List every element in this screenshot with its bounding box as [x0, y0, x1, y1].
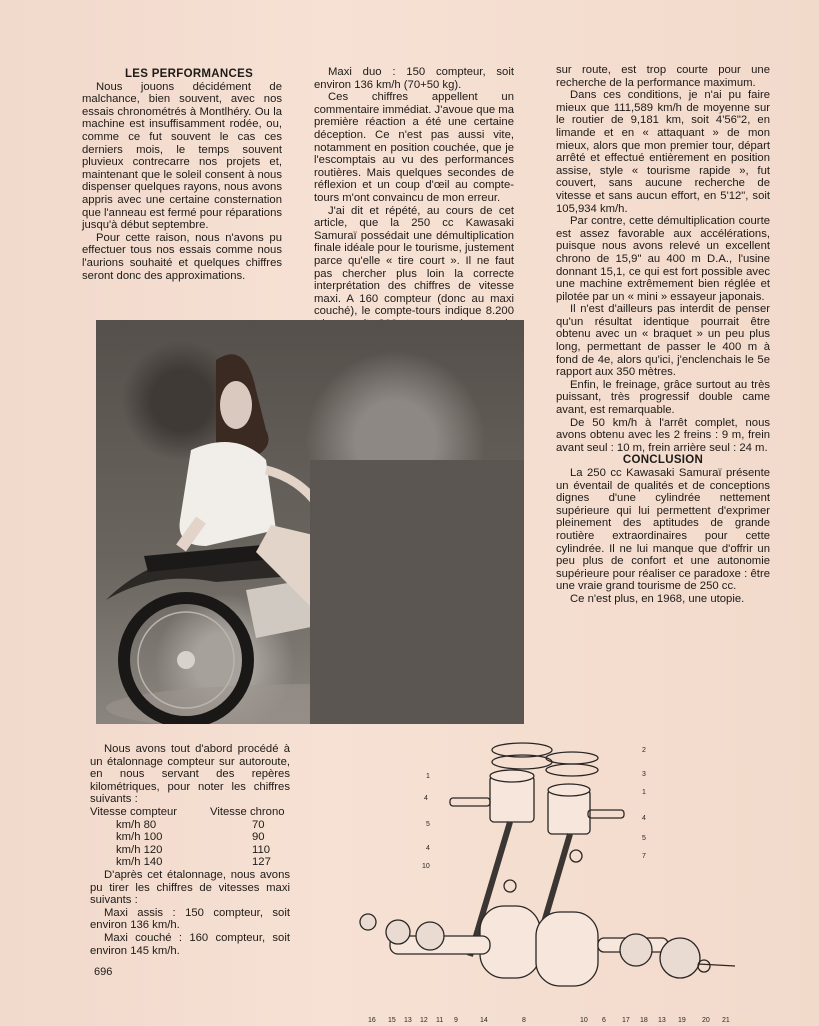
table-cell: km/h 80 [116, 818, 157, 831]
diagram-label: 12 [420, 1017, 428, 1024]
diagram-label: 1 [426, 773, 430, 780]
diagram-label: 1 [642, 789, 646, 796]
paragraph: sur route, est trop courte pour une recherche de la performance maximum. [556, 64, 770, 89]
table-cell: 127 [252, 856, 271, 869]
table-cell: km/h 100 [116, 831, 163, 844]
paragraph: Dans ces conditions, je n'ai pu faire mieux que 111,589 km/h de moyenne sur le routier de 9,181 km, soit 4'56"2, en limande et en « attaquant » de mon mieux, alors que mon premier tour, départ arrêté et effectué entièrement en position assise, style « tourisme rapide », fut couvert, sans aucune recherche de vitesse et sans aucun effort, en 5'12", soit 105,934 km/h. [556, 89, 770, 215]
table-row [90, 831, 285, 844]
crankshaft-exploded-diagram [350, 736, 770, 1026]
page-number: 696 [94, 966, 113, 978]
diagram-label: 18 [640, 1017, 648, 1024]
diagram-label: 6 [602, 1017, 606, 1024]
diagram-label: 19 [678, 1017, 686, 1024]
section-heading-conclusion: CONCLUSION [622, 454, 704, 467]
diagram-label: 11 [436, 1017, 444, 1024]
paragraph: Par contre, cette démultiplication courte est assez favorable aux accélérations, puisque nous avons relevé un excellent chrono de 15,9" au 400 m D.A., l'usine donnant 15,1, ce qui est fort possible avec une machine extrêmement bien réglée et pilotée par un « mini » essayeur japonais. [556, 215, 770, 303]
paragraph: Enfin, le freinage, grâce surtout au très puissant, très progressif double came avant, est remarquable. [556, 378, 770, 417]
table-header: Vitesse compteur [90, 805, 178, 818]
paragraph: Maxi duo : 150 compteur, soit environ 136 km/h (70+50 kg). [314, 66, 514, 91]
diagram-label: 14 [480, 1017, 488, 1024]
paragraph: Nous jouons décidément de malchance, bien souvent, avec nos essais chronométrés à Montlhéry. Ou la machine est insuffisamment rodée, ou, comme ce fut souvent le cas ces derniers mois, le temps souvent pluvieux contrecarre nos projets et, maintenant que le soleil consent à nous dispenser quelques rayons, nous avons appris avec une certaine consternation que l'anneau est fermé pour réparations jusqu'à début septembre. [82, 80, 282, 232]
diagram-label: 17 [622, 1017, 630, 1024]
column-calibration [90, 743, 290, 957]
paragraph: Maxi couché : 160 compteur, soit environ 145 km/h. [90, 931, 290, 957]
table-row [90, 856, 285, 869]
table-cell: km/h 140 [116, 856, 163, 869]
paragraph: Ces chiffres appellent un commentaire immédiat. J'avoue que ma première réaction a été une certaine déception. Ce n'est pas aussi vite, notamment en position couchée, que je l'escomptais au vu des performances routières. Mais quelques secondes de réflexion et un coup d'œil au compte-tours m'ont convaincu de mon erreur. [314, 91, 514, 204]
column-performances [82, 68, 282, 282]
table-cell: 110 [252, 843, 271, 856]
paragraph: J'ai dit et répété, au cours de cet article, que la 250 cc Kawasaki Samuraï possédait une démultiplication finale idéale pour le tourisme, justement parce qu'elle « tire court ». Il ne faut pas chercher plus loin la correcte interprétation des chiffres de vitesse maxi. A 160 compteur (donc au maxi couché), le compte-tours indique 8.200 [314, 204, 514, 318]
diagram-label: 5 [426, 821, 430, 828]
paragraph: De 50 km/h à l'arrêt complet, nous avons obtenu avec les 2 freins : 9 m, frein avant seul : 10 m, frein arrière seul : 24 m. [556, 416, 770, 454]
diagram-label: 5 [642, 835, 646, 842]
diagram-label: 8 [522, 1017, 526, 1024]
diagram-label: 9 [454, 1017, 458, 1024]
paragraph: Maxi assis : 150 compteur, soit environ 136 km/h. [90, 906, 290, 932]
table-row [90, 819, 285, 832]
table-cell: 90 [252, 831, 265, 844]
diagram-label: 20 [702, 1017, 710, 1024]
paragraph: D'après cet étalonnage, nous avons pu tirer les chiffres de vitesses maxi suivants : [90, 868, 290, 907]
table-cell: km/h 120 [116, 843, 163, 856]
paragraph: Nous avons tout d'abord procédé à un étalonnage compteur sur autoroute, en nous servant des repères kilométriques, pour noter les chiffres suivants : [90, 743, 290, 806]
diagram-label: 3 [642, 771, 646, 778]
paragraph: Il n'est d'ailleurs pas interdit de penser qu'un résultat identique pourrait être obtenu avec un « braquet » un peu plus long, permettant de passer le 400 m à fond de 4e, alors qu'ici, j'enclenchais le 5e rapport aux 350 mètres. [556, 303, 770, 379]
diagram-label: 13 [404, 1017, 412, 1024]
calibration-table [90, 806, 285, 869]
diagram-label: 10 [580, 1017, 588, 1024]
paragraph: Ce n'est plus, en 1968, une utopie. [570, 592, 745, 605]
paragraph: La 250 cc Kawasaki Samuraï présente un éventail de qualités et de conceptions dignes d'une cylindrée nettement supérieure qui lui permettent d'exprimer pleinement des aptitudes de grande routière extraordinaires pour cette cylindrée. Il ne lui manque que d'offrir un peu plus de confort et une autonomie supérieure pour réaliser ce paradoxe : être une vraie grand tourisme de 250 cc. [556, 467, 770, 593]
diagram-label: 21 [722, 1017, 730, 1024]
diagram-label: 10 [422, 863, 430, 870]
diagram-label: 2 [642, 747, 646, 754]
section-heading-performances: LES PERFORMANCES [124, 68, 254, 80]
table-header: Vitesse chrono [210, 805, 285, 818]
table-cell: 70 [252, 818, 265, 831]
diagram-label: 13 [658, 1017, 666, 1024]
paragraph: Pour cette raison, nous n'avons pu effectuer tous nos essais comme nous l'aurions souhaité et quelques chiffres seront donc des approximations. [82, 231, 282, 282]
diagram-label: 7 [642, 853, 646, 860]
diagram-label: 4 [642, 815, 646, 822]
diagram-label: 16 [368, 1017, 376, 1024]
diagram-label: 4 [426, 845, 430, 852]
column-three [556, 64, 770, 606]
diagram-label: 15 [388, 1017, 396, 1024]
diagram-label: 4 [424, 795, 428, 802]
table-row [90, 844, 285, 857]
